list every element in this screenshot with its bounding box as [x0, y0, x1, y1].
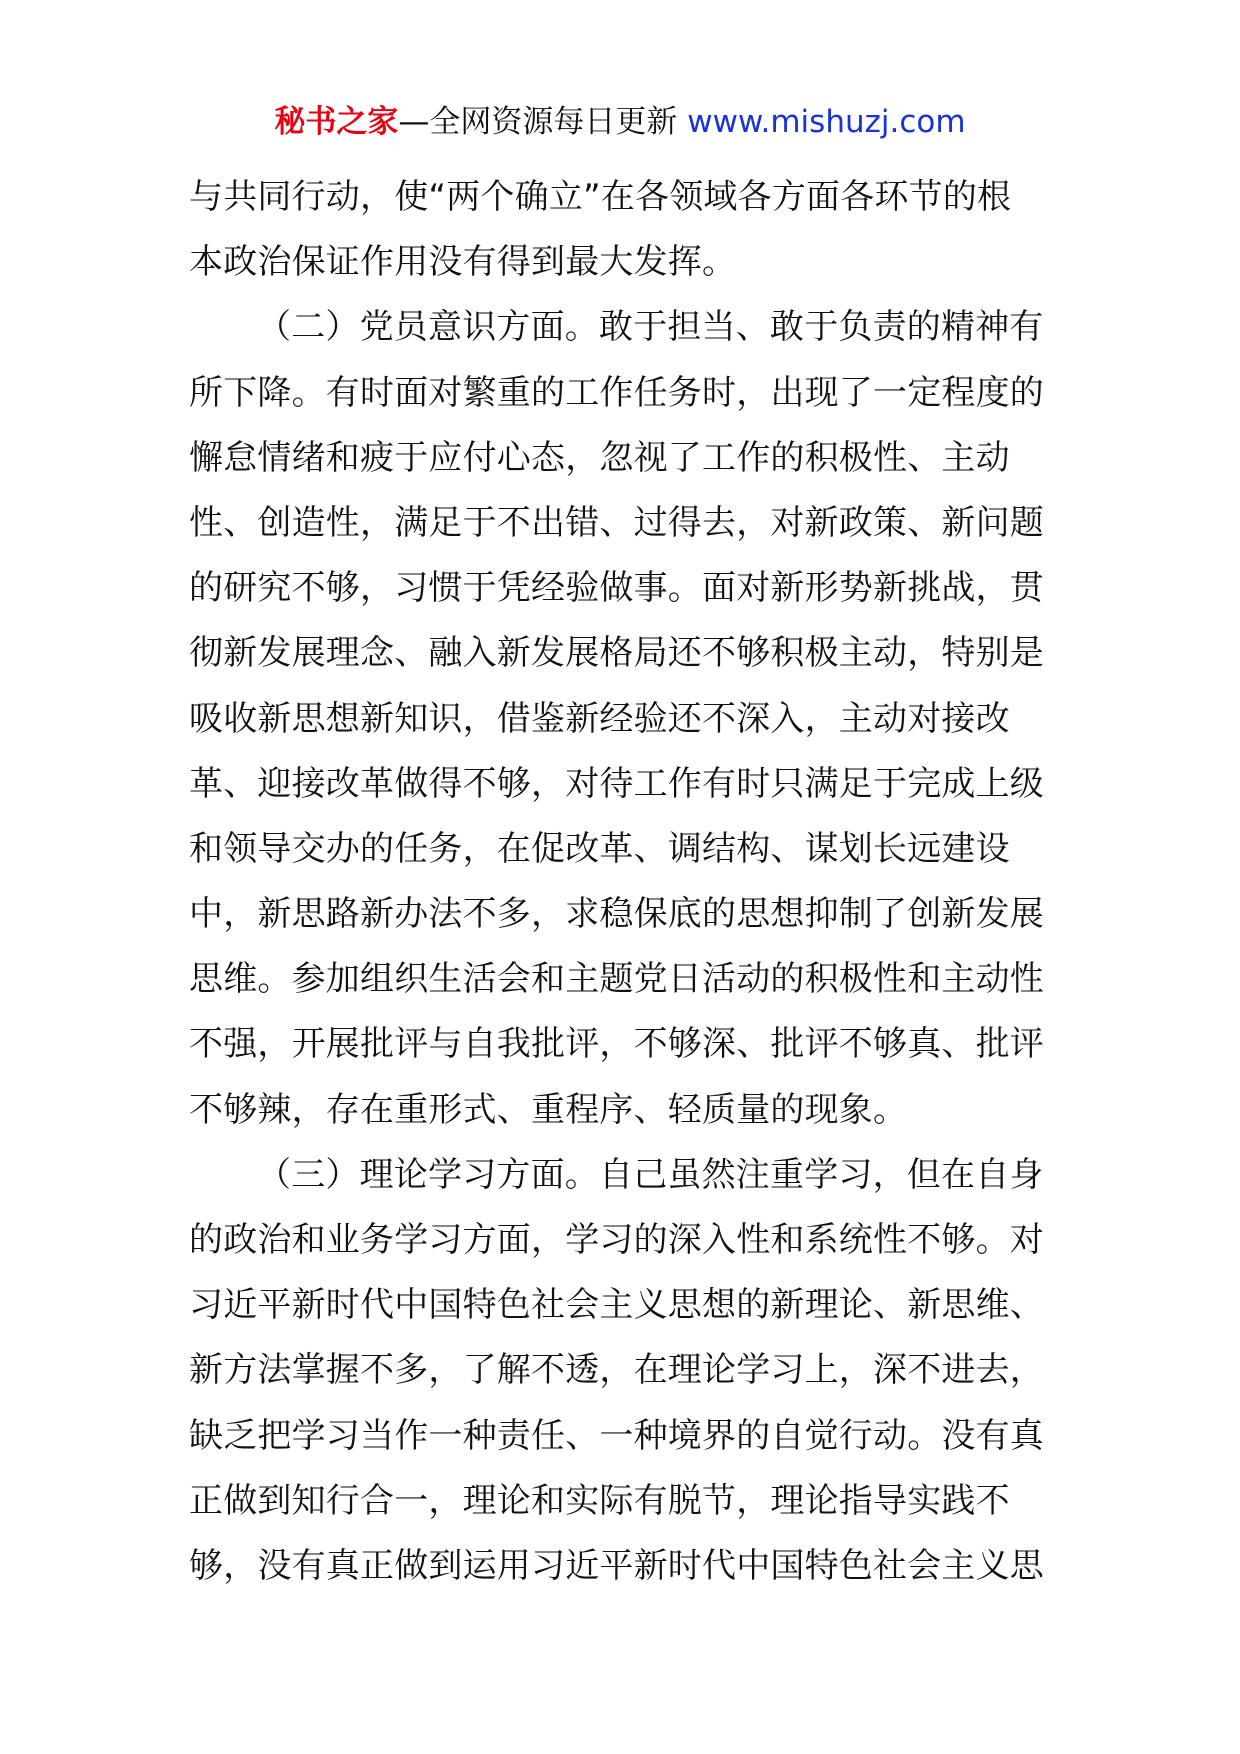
section-heading-line: （三）理论学习方面。自己虽然注重学习，但在自身 — [257, 1154, 1044, 1195]
section-heading-line: （二）党员意识方面。敢于担当、敢于负责的精神有 — [257, 307, 1044, 348]
body-line: 够，没有真正做到运用习近平新时代中国特色社会主义思 — [189, 1545, 1044, 1586]
body-line: 中，新思路新办法不多，求稳保底的思想抑制了创新发展 — [189, 894, 1044, 935]
site-url-link[interactable]: www.mishuzj.com — [687, 104, 966, 140]
body-line: 性、创造性，满足于不出错、过得去，对新政策、新问题 — [189, 502, 1044, 543]
page-header — [0, 100, 1240, 144]
body-line: 正做到知行合一，理论和实际有脱节，理论指导实践不 — [189, 1480, 1010, 1521]
document-body — [189, 165, 1059, 1599]
body-line: 缺乏把学习当作一种责任、一种境界的自觉行动。没有真 — [189, 1415, 1044, 1456]
body-line: 思维。参加组织生活会和主题党日活动的积极性和主动性 — [189, 959, 1044, 1000]
body-line: 不够辣，存在重形式、重程序、轻质量的现象。 — [189, 1089, 908, 1130]
body-line: 所下降。有时面对繁重的工作任务时，出现了一定程度的 — [189, 372, 1044, 413]
body-line: 彻新发展理念、融入新发展格局还不够积极主动，特别是 — [189, 633, 1044, 674]
body-line: 吸收新思想新知识，借鉴新经验还不深入，主动对接改 — [189, 698, 1010, 739]
body-line: 革、迎接改革做得不够，对待工作有时只满足于完成上级 — [189, 763, 1044, 804]
body-line: 新方法掌握不多，了解不透，在理论学习上，深不进去， — [189, 1350, 1044, 1391]
brand-name: 秘书之家 — [274, 104, 399, 140]
body-line: 的研究不够，习惯于凭经验做事。面对新形势新挑战，贯 — [189, 568, 1044, 609]
header-tagline: —全网资源每日更新 — [398, 104, 688, 140]
body-line: 的政治和业务学习方面，学习的深入性和系统性不够。对 — [189, 1220, 1044, 1260]
body-line: 习近平新时代中国特色社会主义思想的新理论、新思维、 — [189, 1285, 1044, 1326]
body-line: 和领导交办的任务，在促改革、调结构、谋划长远建设 — [189, 828, 1010, 869]
body-line: 懈怠情绪和疲于应付心态，忽视了工作的积极性、主动 — [189, 437, 1010, 478]
body-line: 本政治保证作用没有得到最大发挥。 — [189, 242, 737, 283]
body-line: 不强，开展批评与自我批评，不够深、批评不够真、批评 — [189, 1024, 1044, 1065]
body-line: 与共同行动，使“两个确立”在各领域各方面各环节的根 — [189, 177, 1012, 217]
